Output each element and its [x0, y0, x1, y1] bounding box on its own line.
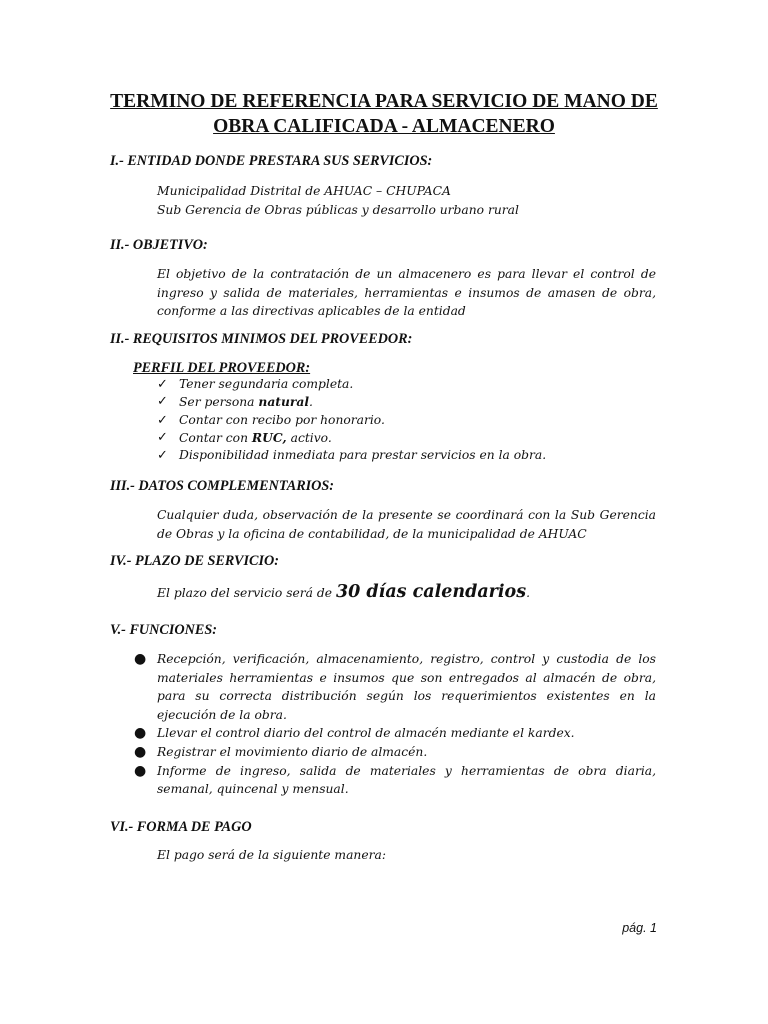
funciones-list — [132, 650, 656, 799]
bullet-icon: ● — [134, 651, 147, 667]
title-line-2: OBRA CALIFICADA - ALMACENERO — [213, 116, 555, 137]
checkmark-icon: ✓ — [157, 412, 168, 428]
bullet-icon: ● — [134, 762, 147, 779]
list-item: ● Recepción, verificación, almacenamiento, registro, control y custodia de los materiales herramientas e insumos que son entregados al almacén de obra, para su correcta distribución según los requerimientos existentes en la ejecución de la obra. — [134, 651, 656, 722]
checkmark-icon: ✓ — [157, 394, 168, 410]
requisitos-checklist — [157, 376, 546, 464]
entidad-line-2: Sub Gerencia de Obras públicas y desarrollo urbano rural — [157, 202, 519, 217]
entidad-text — [157, 182, 656, 219]
checklist-item: ✓ Contar con RUC, activo. — [157, 429, 332, 445]
section-heading-requisitos: II.- REQUISITOS MINIMOS DEL PROVEEDOR: — [110, 331, 413, 347]
section-heading-datos: III.- DATOS COMPLEMENTARIOS: — [110, 478, 335, 494]
entidad-line-1: Municipalidad Distrital de AHUAC – CHUPACA — [157, 184, 451, 198]
list-item: ● Llevar el control diario del control de almacén mediante el kardex. — [134, 725, 575, 742]
checkmark-icon: ✓ — [157, 429, 168, 445]
section-heading-pago: VI.- FORMA DE PAGO — [110, 819, 252, 835]
perfil-subheading: PERFIL DEL PROVEEDOR: — [133, 360, 311, 376]
datos-paragraph: Cualquier duda, observación de la presente se coordinará con la Sub Gerencia de Obras y la oficina de contabilidad, de la municipalidad de AHUAC — [157, 508, 656, 541]
section-heading-objetivo: II.- OBJETIVO: — [110, 237, 208, 253]
objetivo-paragraph: El objetivo de la contratación de un almacenero es para llevar el control de ingreso y salida de materiales, herramientas e insumos de amasen de obra, conforme a las directivas aplicables de la entidad — [157, 267, 656, 318]
bullet-icon: ● — [134, 725, 147, 742]
bullet-icon: ● — [134, 743, 147, 760]
list-item: ● Informe de ingreso, salida de materiales y herramientas de obra diaria, semanal, quincenal y mensual. — [134, 762, 656, 797]
checkmark-icon: ✓ — [157, 377, 168, 392]
checklist-item: ✓ Contar con recibo por honorario. — [157, 412, 385, 428]
list-item: ● Registrar el movimiento diario de almacén. — [134, 743, 428, 760]
document-title — [100, 89, 668, 139]
page-number: pág. 1 — [622, 921, 657, 935]
pago-text: El pago será de la siguiente manera: — [157, 848, 386, 862]
section-heading-entidad: I.- ENTIDAD DONDE PRESTARA SUS SERVICIOS: — [110, 153, 433, 169]
checklist-item: ✓ Tener segundaria completa. — [157, 377, 354, 392]
checkmark-icon: ✓ — [157, 448, 168, 464]
section-heading-funciones: V.- FUNCIONES: — [110, 622, 217, 638]
plazo-emphasis: 30 días calendarios — [335, 582, 527, 602]
checklist-item: ✓ Disponibilidad inmediata para prestar servicios en la obra. — [157, 448, 547, 464]
checklist-item: ✓ Ser persona natural. — [157, 394, 313, 410]
section-heading-plazo: IV.- PLAZO DE SERVICIO: — [110, 553, 279, 569]
plazo-text: El plazo del servicio será de 30 días calendarios. — [157, 582, 530, 602]
title-line-1: TERMINO DE REFERENCIA PARA SERVICIO DE MANO DE — [110, 91, 658, 112]
